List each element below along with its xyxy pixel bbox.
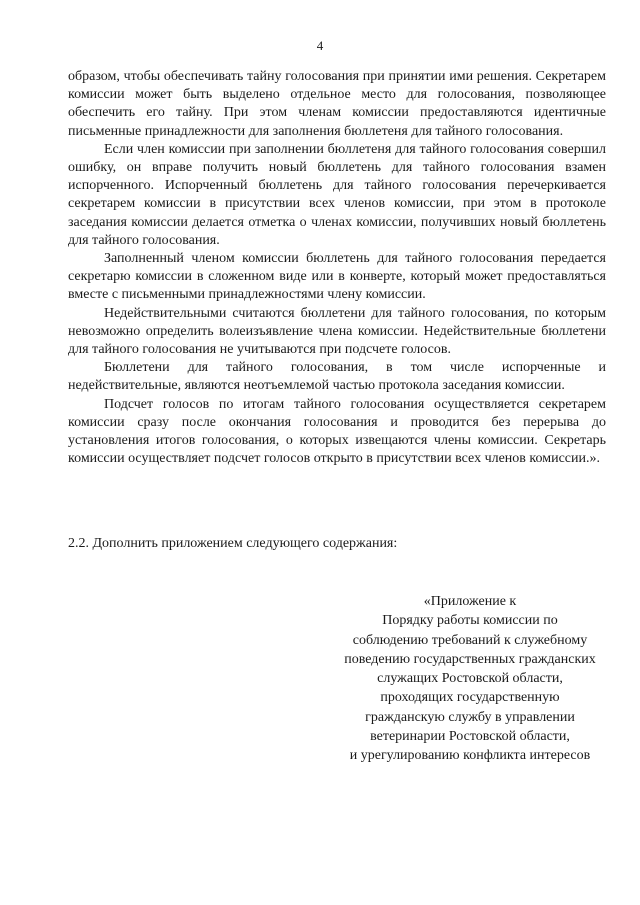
paragraph-vote-count: Подсчет голосов по итогам тайного голосования осуществляется секретарем комиссии сразу после окончания голосования и проводится без перерыва до установления итогов голосования, о которых извещаются члены комиссии. Секретарь комиссии осуществляет подсчет голосов открыто в присутствии всех членов комиссии.». — [68, 396, 606, 467]
appendix-line: ветеринарии Ростовской области, — [370, 729, 570, 745]
amendment-clause: 2.2. Дополнить приложением следующего содержания: — [68, 536, 398, 551]
paragraph-spoiled-ballot: Если член комиссии при заполнении бюллетеня для тайного голосования совершил ошибку, он вправе получить новый бюллетень для тайного голосования взамен испорченного. Испорченный бюллетень для тайного голосования перечеркивается секретарем комиссии в присутствии всех членов комиссии, при этом в протоколе заседания комиссии делается отметка о членах комиссии, получивших новый бюллетень для тайного голосования. — [68, 141, 606, 248]
appendix-line: соблюдению требований к служебному — [352, 632, 588, 648]
appendix-line: гражданскую службу в управлении — [365, 709, 575, 725]
appendix-header — [330, 592, 610, 766]
document-body — [68, 68, 606, 468]
paragraph-ballots-protocol: Бюллетени для тайного голосования, в том числе испорченные и недействительные, являются неотъемлемой частью протокола заседания комиссии. — [68, 360, 606, 394]
appendix-line: проходящих государственную — [380, 690, 560, 706]
page-number: 4 — [316, 38, 324, 53]
appendix-line: служащих Ростовской области, — [377, 671, 563, 687]
appendix-line: поведению государственных гражданских — [344, 651, 596, 667]
paragraph-invalid-ballots: Недействительными считаются бюллетени для тайного голосования, по которым невозможно определить волеизъявление члена комиссии. Недействительные бюллетени для тайного голосования не учитываются при подсчете голосов. — [68, 305, 606, 358]
appendix-line: и урегулированию конфликта интересов — [349, 748, 591, 764]
appendix-line: «Приложение к — [423, 594, 517, 609]
paragraph-secrecy-continuation: образом, чтобы обеспечивать тайну голосования при принятии ими решения. Секретарем комиссии может быть выделено отдельное место для голосования, позволяющее обеспечить его тайну. При этом членам комиссии предоставляются идентичные письменные принадлежности для заполнения бюллетеня для тайного голосования. — [68, 69, 606, 139]
paragraph-ballot-submission: Заполненный членом комиссии бюллетень для тайного голосования передается секретарю комиссии в сложенном виде или в конверте, который может предоставляться вместе с письменными принадлежностями члену комиссии. — [68, 251, 606, 303]
appendix-line: Порядку работы комиссии по — [382, 613, 558, 629]
